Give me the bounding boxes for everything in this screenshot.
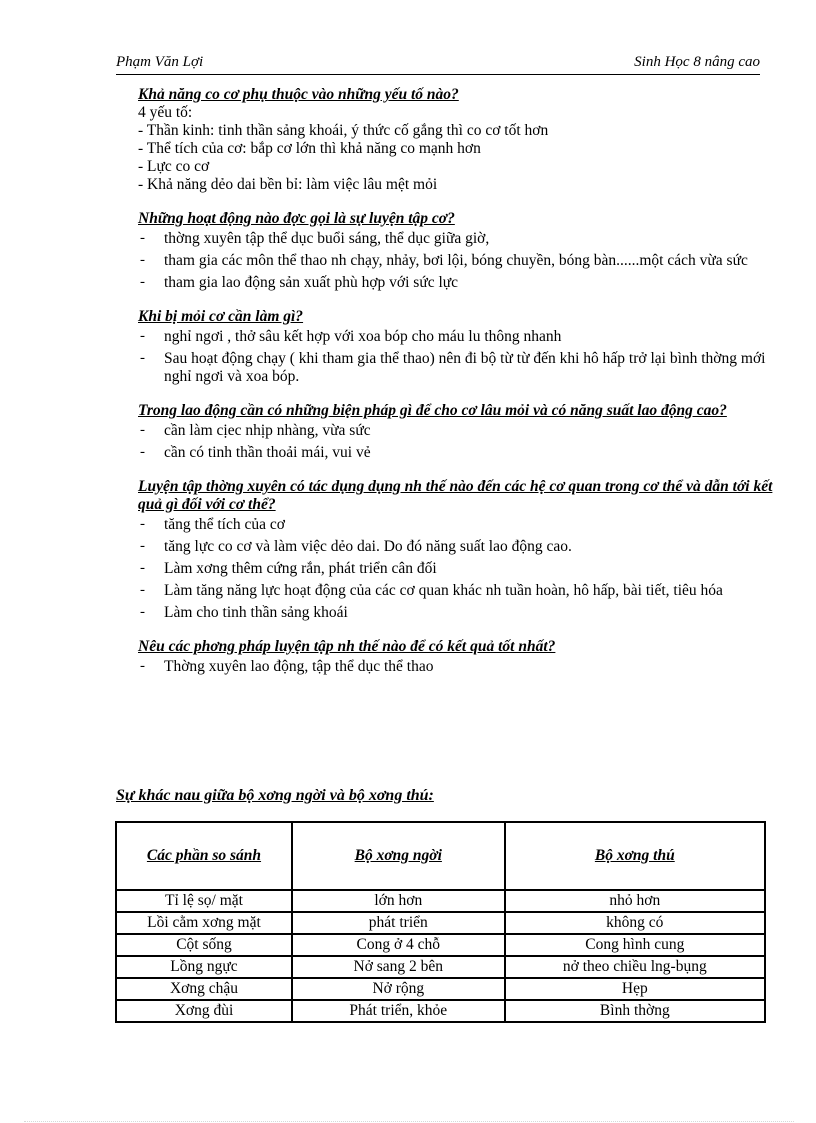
answer-line: - Thần kinh: tinh thần sảng khoái, ý thức cố gắng thì co cơ tốt hơn	[138, 122, 549, 139]
table-cell: nhỏ hơn	[505, 890, 765, 912]
column-header: Bộ xơng ngời	[292, 822, 505, 890]
list-item: - Làm cho tinh thần sảng khoái	[138, 604, 780, 622]
list-item: - cần làm cịec nhịp nhàng, vừa sức	[138, 422, 780, 440]
table-cell: lớn hơn	[292, 890, 505, 912]
table-cell: Cong ở 4 chỗ	[292, 934, 505, 956]
list-item: - Làm xơng thêm cứng rắn, phát triển cân đối	[138, 560, 780, 578]
table-cell: Xơng đùi	[116, 1000, 292, 1022]
section-training-effects	[138, 478, 780, 622]
qa-content	[138, 86, 780, 692]
list-item: - nghỉ ngơi , thở sâu kết hợp với xoa bóp cho máu lu thông nhanh	[138, 328, 780, 346]
table-header-row	[116, 822, 765, 890]
section-muscle-training	[138, 210, 780, 292]
list-item: - cần có tinh thần thoải mái, vui vẻ	[138, 444, 780, 462]
table-cell: Cột sống	[116, 934, 292, 956]
table-heading: Sự khác nau giữa bộ xơng ngời và bộ xơng thú:	[116, 787, 434, 804]
question-heading: Luyện tập thờng xuyên có tác dụng dụng nh thế nào đến các hệ cơ quan trong cơ thể và dẫn tới kết quả gì đối với cơ thể?	[138, 478, 773, 513]
section-work-measures	[138, 402, 780, 462]
table-cell: Lồi cằm xơng mặt	[116, 912, 292, 934]
page-header	[116, 52, 760, 75]
list-item: - tăng thể tích của cơ	[138, 516, 780, 534]
question-heading: Khả năng co cơ phụ thuộc vào những yếu tố nào?	[138, 86, 459, 103]
table-cell: không có	[505, 912, 765, 934]
table-cell: Nở rộng	[292, 978, 505, 1000]
page-bottom-border	[24, 1121, 794, 1122]
question-heading: Trong lao động cần có những biện pháp gì để cho cơ lâu mỏi và có năng suất lao động cao?	[138, 402, 727, 419]
table-cell: phát triển	[292, 912, 505, 934]
answer-line: 4 yếu tố:	[138, 104, 193, 121]
list-item: - Làm tăng năng lực hoạt động của các cơ quan khác nh tuần hoàn, hô hấp, bài tiết, tiêu hóa	[138, 582, 780, 600]
table-row	[116, 934, 765, 956]
list-item: - thờng xuyên tập thể dục buổi sáng, thể dục giữa giờ,	[138, 230, 780, 248]
table-cell: Tỉ lệ sọ/ mặt	[116, 890, 292, 912]
table-cell: Hẹp	[505, 978, 765, 1000]
section-muscle-factors	[138, 86, 780, 194]
table-row	[116, 890, 765, 912]
answer-list	[138, 658, 780, 676]
table-cell: nở theo chiều lng-bụng	[505, 956, 765, 978]
question-heading: Khi bị mỏi cơ cần làm gì?	[138, 308, 304, 325]
list-item: - tăng lực co cơ và làm việc dẻo dai. Do đó năng suất lao động cao.	[138, 538, 780, 556]
list-item: - Sau hoạt động chạy ( khi tham gia thể thao) nên đi bộ từ từ đến khi hô hấp trở lại bình thờng mới nghỉ ngơi và xoa bóp.	[138, 350, 780, 386]
section-training-methods	[138, 638, 780, 676]
column-header: Bộ xơng thú	[505, 822, 765, 890]
subject-title: Sinh Học 8 nâng cao	[634, 54, 760, 70]
answer-list	[138, 422, 780, 462]
section-muscle-fatigue	[138, 308, 780, 386]
list-item: - tham gia các môn thể thao nh chạy, nhảy, bơi lội, bóng chuyền, bóng bàn......một cách vừa sức	[138, 252, 780, 270]
answer-list	[138, 328, 780, 386]
column-header: Các phần so sánh	[116, 822, 292, 890]
table-cell: Xơng chậu	[116, 978, 292, 1000]
author-name: Phạm Văn Lợi	[116, 54, 204, 70]
table-cell: Cong hình cung	[505, 934, 765, 956]
skeleton-comparison-table	[115, 821, 766, 1023]
list-item: - Thờng xuyên lao động, tập thể dục thể thao	[138, 658, 780, 676]
table-row	[116, 978, 765, 1000]
answer-line: - Lực co cơ	[138, 158, 210, 175]
question-heading: Những hoạt động nào đợc gọi là sự luyện tập cơ?	[138, 210, 455, 227]
answer-line: - Khả năng dẻo dai bền bỉ: làm việc lâu mệt mỏi	[138, 176, 438, 193]
table-cell: Bình thờng	[505, 1000, 765, 1022]
answer-list	[138, 230, 780, 292]
table-cell: Lồng ngực	[116, 956, 292, 978]
table-row	[116, 956, 765, 978]
answer-line: - Thể tích của cơ: bắp cơ lớn thì khả năng co mạnh hơn	[138, 140, 481, 157]
table-cell: Nở sang 2 bên	[292, 956, 505, 978]
answer-list	[138, 516, 780, 622]
list-item: - tham gia lao động sản xuất phù hợp với sức lực	[138, 274, 780, 292]
table-cell: Phát triển, khỏe	[292, 1000, 505, 1022]
table-row	[116, 1000, 765, 1022]
table-row	[116, 912, 765, 934]
question-heading: Nêu các phơng pháp luyện tập nh thế nào để có kết quả tốt nhất?	[138, 638, 556, 655]
